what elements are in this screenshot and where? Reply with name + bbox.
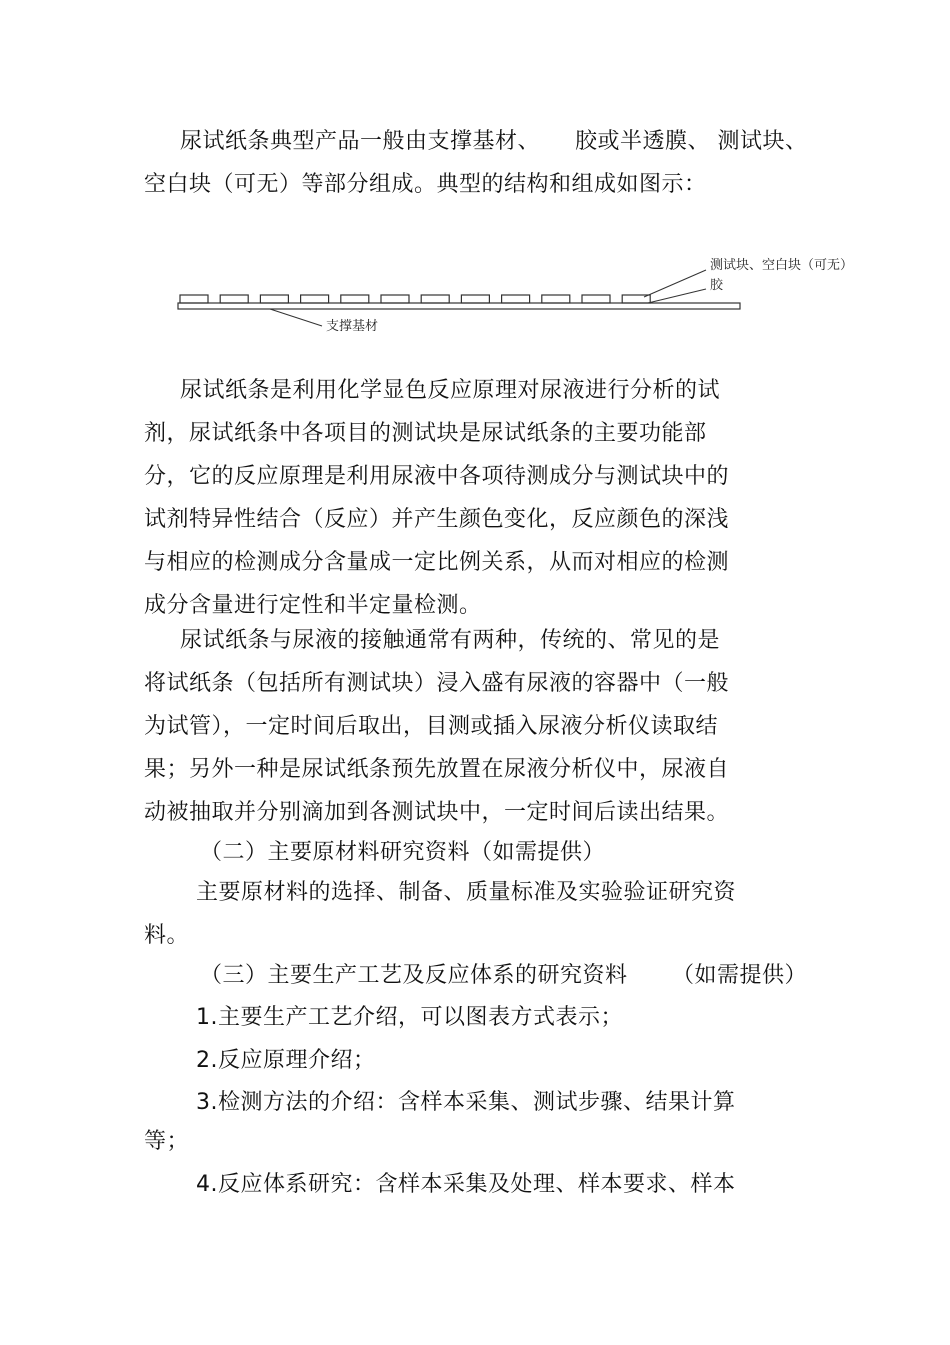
leader-line-base [270, 309, 322, 326]
section3-heading-note: （如需提供） [672, 963, 808, 988]
section3-item: 1.主要生产工艺介绍，可以图表方式表示； [196, 1005, 623, 1030]
contact-line: 将试纸条（包括所有测试块）浸入盛有尿液的容器中（一般 [144, 671, 730, 696]
principle-line: 尿试纸条是利用化学显色反应原理对尿液进行分析的试 [180, 378, 721, 403]
section3-item: 3.检测方法的介绍：含样本采集、测试步骤、结果计算 [196, 1090, 736, 1115]
principle-line: 分，它的反应原理是利用尿液中各项待测成分与测试块中的 [144, 464, 730, 489]
label-test-blocks: 测试块、空白块（可无） [710, 258, 854, 273]
section2-body-line: 主要原材料的选择、制备、质量标准及实验验证研究资 [196, 880, 737, 905]
contact-line: 尿试纸条与尿液的接触通常有两种，传统的、常见的是 [180, 628, 721, 653]
test-block [582, 295, 610, 303]
section3-heading: （三）主要生产工艺及反应体系的研究资料 [200, 963, 628, 988]
contact-line: 果；另外一种是尿试纸条预先放置在尿液分析仪中，尿液自 [144, 757, 730, 782]
test-block [341, 295, 369, 303]
test-block [260, 295, 288, 303]
label-glue: 胶 [710, 278, 724, 293]
intro-line-1a: 尿试纸条典型产品一般由支撑基材、 [180, 129, 541, 154]
principle-line: 试剂特异性结合（反应）并产生颜色变化，反应颜色的深浅 [144, 507, 730, 532]
leader-line-blocks [644, 270, 706, 297]
principle-line: 剂，尿试纸条中各项目的测试块是尿试纸条的主要功能部 [144, 421, 707, 446]
principle-line: 与相应的检测成分含量成一定比例关系，从而对相应的检测 [144, 550, 730, 575]
test-blocks [180, 295, 650, 303]
intro-line-2: 空白块（可无）等部分组成。典型的结构和组成如图示： [144, 172, 707, 197]
intro-line-1b: 胶或半透膜、 测试块、 [575, 129, 808, 154]
support-base-strip [178, 303, 740, 309]
test-block [381, 295, 409, 303]
strip-structure-diagram [0, 0, 950, 360]
principle-line: 成分含量进行定性和半定量检测。 [144, 593, 482, 618]
test-block [180, 295, 208, 303]
test-block [220, 295, 248, 303]
test-block [502, 295, 530, 303]
test-block [461, 295, 489, 303]
contact-line: 为试管），一定时间后取出，目测或插入尿液分析仪读取结 [144, 714, 719, 739]
section2-body-line: 料。 [144, 923, 190, 948]
section3-item: 4.反应体系研究：含样本采集及处理、样本要求、样本 [196, 1172, 736, 1197]
test-block [421, 295, 449, 303]
test-block [542, 295, 570, 303]
contact-line: 动被抽取并分别滴加到各测试块中，一定时间后读出结果。 [144, 800, 730, 825]
label-support-base: 支撑基材 [326, 319, 379, 334]
section2-heading: （二）主要原材料研究资料（如需提供） [200, 840, 606, 865]
section3-item: 2.反应原理介绍； [196, 1048, 376, 1073]
test-block [301, 295, 329, 303]
section3-item: 等； [144, 1129, 190, 1154]
